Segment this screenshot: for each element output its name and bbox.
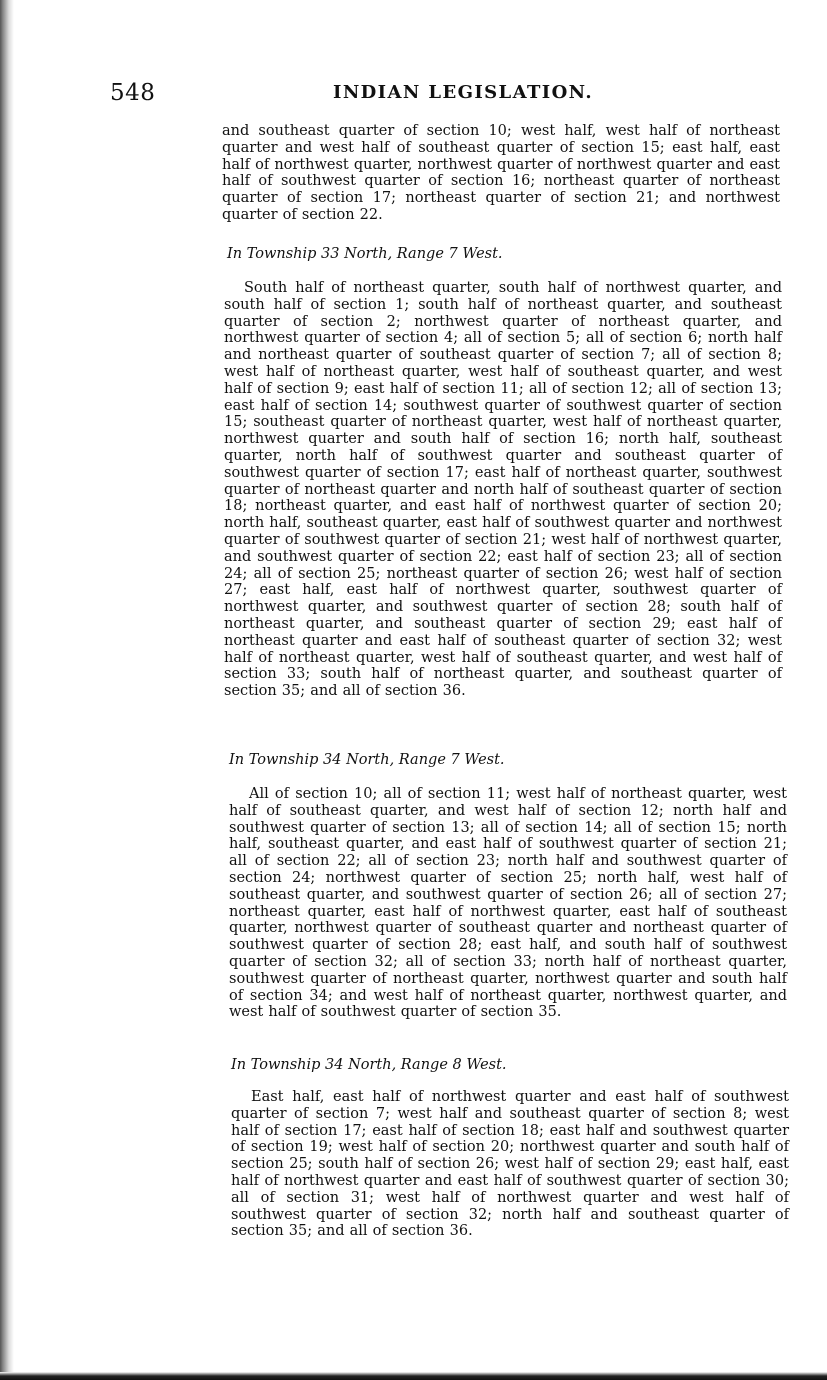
section-paragraph: East half, east half of northwest quarter and east half of southwest quarter of section 7; west half and southeast quarter of section 8; west half of section 17; east half of section 18; east half and southwest quarter of section 19; west half of section 20; northwest quarter and south half of section 25; south half of section 26; west half of section 29; east half, east half of northwest quarter and east half of southwest quarter of section 30; all of section 31; west half of northwest quarter and west half of southwest quarter of section 32; north half and southeast quarter of section 35; and all of section 36. [231, 1089, 789, 1240]
scan-edge-bottom [0, 1372, 827, 1380]
section-body-t34n-r8w [231, 1089, 789, 1240]
running-title: INDIAN LEGISLATION. [333, 82, 594, 103]
section-heading-t33n-r7w: In Township 33 North, Range 7 West. [227, 246, 503, 262]
page-number: 548 [110, 80, 156, 106]
section-heading-t34n-r7w: In Township 34 North, Range 7 West. [229, 752, 505, 768]
continuation-paragraph [222, 123, 780, 224]
section-paragraph: All of section 10; all of section 11; west half of northeast quarter, west half of southeast quarter, and west half of section 12; north half and southwest quarter of section 13; all of section 14; all of section 15; north half, southeast quarter, and east half of southwest quarter of section 21; all of section 22; all of section 23; north half and southwest quarter of section 24; northwest quarter of section 25; north half, west half of southeast quarter, and southwest quarter of section 26; all of section 27; northeast quarter, east half of northwest quarter, east half of southeast quarter, northwest quarter of southeast quarter and northeast quarter of southwest quarter of section 28; east half, and south half of southwest quarter of section 32; all of section 33; north half of northeast quarter, southwest quarter of northeast quarter, northwest quarter and south half of section 34; and west half of northeast quarter, northwest quarter, and west half of southwest quarter of section 35. [229, 786, 787, 1021]
section-paragraph: South half of northeast quarter, south half of northwest quarter, and south half of section 1; south half of northeast quarter, and southeast quarter of section 2; northwest quarter of northeast quarter, and northwest quarter of section 4; all of section 5; all of section 6; north half and northeast quarter of southeast quarter of section 7; all of section 8; west half of northeast quarter, west half of southeast quarter, and west half of section 9; east half of section 11; all of section 12; all of section 13; east half of section 14; southwest quarter of southwest quarter of section 15; southeast quarter of northeast quarter, west half of northeast quarter, northwest quarter and south half of section 16; north half, southeast quarter, north half of southwest quarter and southeast quarter of southwest quarter of section 17; east half of northeast quarter, southwest quarter of northeast quarter and north half of southeast quarter of section 18; northeast quarter, and east half of northwest quarter of section 20; north half, southeast quarter, east half of southwest quarter and northwest quarter of southwest quarter of section 21; west half of northwest quarter, and southwest quarter of section 22; east half of section 23; all of section 24; all of section 25; northeast quarter of section 26; west half of section 27; east half, east half of northwest quarter, southwest quarter of northwest quarter, and southwest quarter of section 28; south half of northeast quarter, and southeast quarter of section 29; east half of northeast quarter and east half of southeast quarter of section 32; west half of northeast quarter, west half of southeast quarter, and west half of section 33; south half of northeast quarter, and southeast quarter of section 35; and all of section 36. [224, 280, 782, 700]
continuation-text: and southeast quarter of section 10; west half, west half of northeast quarter and west half of southeast quarter of section 15; east half, east half of northwest quarter, northwest quarter of northwest quarter and east half of southwest quarter of section 16; northeast quarter of northeast quarter of section 17; northeast quarter of section 21; and northwest quarter of section 22. [222, 123, 780, 223]
section-body-t34n-r7w [229, 786, 787, 1021]
section-body-t33n-r7w [224, 280, 782, 700]
scan-edge-left [0, 0, 14, 1380]
section-heading-t34n-r8w: In Township 34 North, Range 8 West. [231, 1057, 507, 1073]
